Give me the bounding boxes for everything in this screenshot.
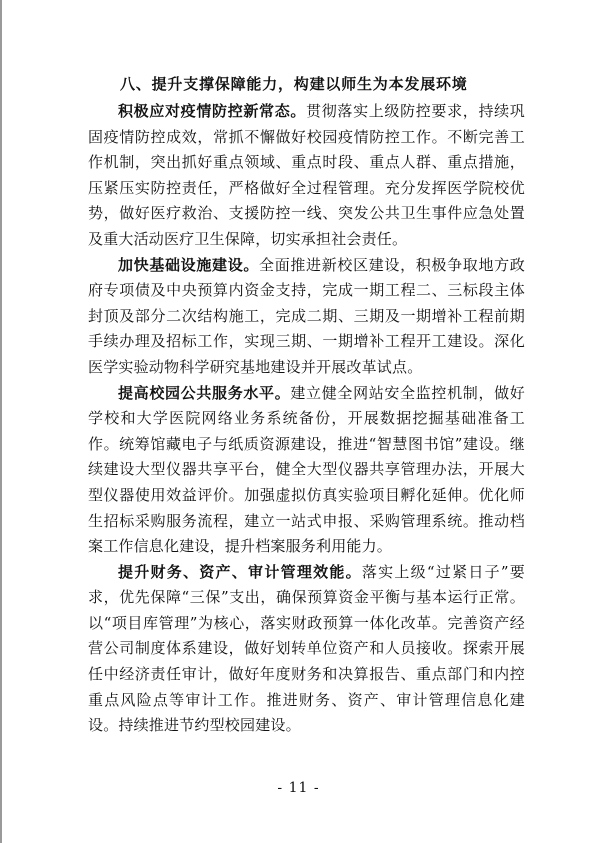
paragraph-body: 全面推进新校区建设，积极争取地方政府专项债及中央预算内资金支持，完成一期工程二、三标段主体封顶及部分二次结构施工，完成二期、三期及一期增补工程前期手续办理及招标工作，实现三期、一期增补工程开工建设。深化医学实验动物科学研究基地建设并开展改革试点。 — [88, 255, 525, 376]
paragraph-body: 贯彻落实上级防控要求，持续巩固疫情防控成效，常抓不懈做好校园疫情防控工作。不断完善工作机制，突出抓好重点领域、重点时段、重点人群、重点措施，压紧压实防控责任，严格做好全过程管理。充分发挥医学院校优势，做好医疗救治、支援防控一线、突发公共卫生事件应急处置及重大活动医疗卫生保障，切实承担社会责任。 — [88, 102, 525, 248]
paragraph-public-service — [88, 381, 525, 560]
paragraph-finance-audit — [88, 560, 525, 739]
page-number: - 11 - — [277, 780, 320, 796]
paragraph-lead: 积极应对疫情防控新常态。 — [118, 102, 307, 120]
paragraph-lead: 提升财务、资产、审计管理效能。 — [118, 562, 362, 581]
paragraph-body: 建立健全网站安全监控机制，做好学校和大学医院网络业务系统备份，开展数据挖掘基础准备工作。统筹馆藏电子与纸质资源建设，推进“智慧图书馆”建设。继续建设大型仪器共享平台，健全大型仪器共享管理办法，开展大型仪器使用效益评价。加强虚拟仿真实验项目孵化延伸。优化师生招标采购服务流程，建立一站式申报、采购管理系统。推动档案工作信息化建设，提升档案服务利用能力。 — [88, 383, 525, 556]
paragraph-body: 落实上级“过紧日子”要求，优先保障“三保”支出，确保预算资金平衡与基本运行正常。以“项目库管理”为核心，落实财政预算一体化改革。完善资产经营公司制度体系建设，做好划转单位资产和人员接收。探索开展任中经济责任审计，做好年度财务和决算报告、重点部门和内控重点风险点等审计工作。推进财务、资产、审计管理信息化建设。持续推进节约型校园建设。 — [88, 562, 525, 735]
paragraph-lead: 提高校园公共服务水平。 — [118, 383, 291, 402]
document-body — [88, 72, 525, 739]
paragraph-epidemic-prevention — [88, 99, 525, 253]
section-heading: 八、提升支撑保障能力，构建以师生为本发展环境 — [120, 75, 468, 93]
paragraph-lead: 加快基础设施建设。 — [118, 255, 260, 274]
paragraph-infrastructure — [88, 253, 525, 381]
page-left-edge — [0, 0, 2, 843]
